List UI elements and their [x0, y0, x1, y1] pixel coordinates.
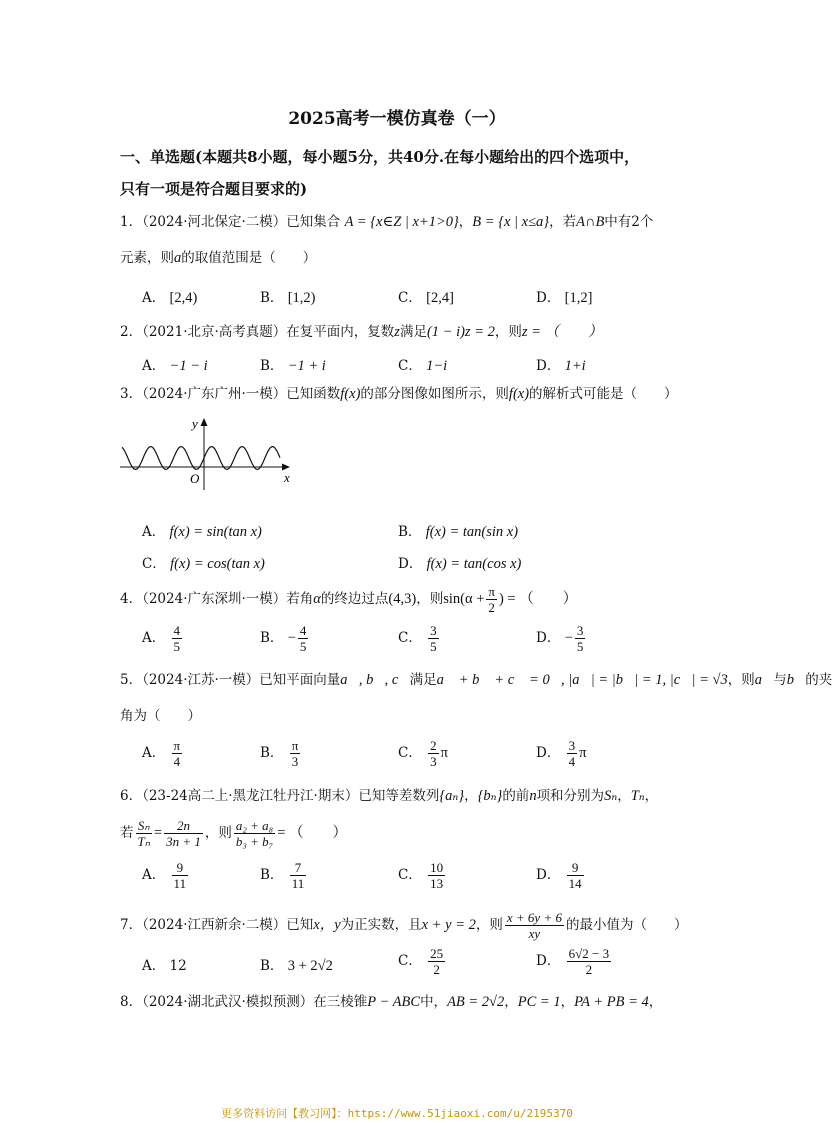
- q4-option-b[interactable]: B． − $\frac{4}{5}$: [260, 623, 307, 654]
- page-title: 2025高考一模仿真卷（一）: [288, 109, 506, 129]
- q7-option-c[interactable]: C． $\frac{25}{2}$: [398, 946, 444, 977]
- origin-label: O: [190, 471, 200, 486]
- question-1-line1: 1．（2024·河北保定·二模）已知集合 A = {x∈Z | x+1>0}，B = {x | x≤a}，若A∩B中有2个: [120, 214, 654, 230]
- q6-option-b[interactable]: B． $\frac{7}{11}$: [260, 860, 305, 891]
- q6-option-d[interactable]: D． $\frac{9}{14}$: [536, 860, 582, 891]
- section-heading-line1: 一、单选题(本题共8小题，每小题5分，共40分.在每小题给出的四个选项中，: [120, 148, 640, 166]
- question-5-line2: 角为（ ）: [120, 708, 201, 724]
- y-axis-arrow-icon: [201, 418, 208, 426]
- q1-option-b[interactable]: B． [1,2): [260, 290, 316, 306]
- q5-option-d[interactable]: D． $\frac{3}{4}$ π: [536, 738, 587, 769]
- question-2: 2．（2021·北京·高考真题）在复平面内，复数z满足(1 − i)z = 2，则z = （ ）: [120, 324, 603, 340]
- q2-option-a[interactable]: A． −1 − i: [142, 358, 208, 374]
- q5-option-c[interactable]: C． $\frac{2}{3}$ π: [398, 738, 448, 769]
- x-axis-label: x: [284, 470, 290, 485]
- q7-option-b[interactable]: B． 3 + 2√2: [260, 958, 333, 974]
- y-axis-label: y: [192, 416, 198, 431]
- question-8: 8．（2024·湖北武汉·模拟预测）在三棱锥P − ABC中，AB = 2√2，PC = 1，PA + PB = 4，: [120, 994, 663, 1010]
- q3-option-b[interactable]: B． f(x) = tan(sin x): [398, 524, 519, 540]
- question-1-line2: 元素，则a的取值范围是（ ）: [120, 250, 317, 266]
- q6-option-c[interactable]: C． $\frac{10}{13}$: [398, 860, 444, 891]
- q4-option-c[interactable]: C． $\frac{3}{5}$: [398, 623, 437, 654]
- q7-option-a[interactable]: A． 12: [142, 958, 187, 974]
- q4-option-d[interactable]: D． − $\frac{3}{5}$: [536, 623, 584, 654]
- question-5-line1: 5．（2024·江苏·一模）已知平面向量a⃗, b⃗, c⃗满足a⃗ + b⃗ + c⃗ = 0⃗, |a⃗| = |b⃗| = 1, |c⃗| = √3，则a⃗与b⃗的夹: [120, 672, 832, 688]
- question-3: 3．（2024·广东广州·一模）已知函数f(x)的部分图像如图所示，则f(x)的解析式可能是（ ）: [120, 386, 678, 402]
- function-curve: [122, 447, 280, 470]
- q1-option-c[interactable]: C． [2,4]: [398, 290, 454, 306]
- question-6-line2: 若 $\frac{\text{Sₙ}}{\text{Tₙ}}$ = $\frac{2n}{3n + 1}$ ，则 $\frac{\text{a₂ + a₈}}{\text{b₃ + b₇}}$ = （ ）: [120, 818, 348, 849]
- q1-option-a[interactable]: A． [2,4): [142, 290, 198, 306]
- section-heading-line2: 只有一项是符合题目要求的): [120, 180, 308, 198]
- q3-option-d[interactable]: D． f(x) = tan(cos x): [398, 556, 522, 572]
- footer-link[interactable]: 更多资料访问【教习网】：https://www.51jiaoxi.com/u/2195370: [221, 1107, 573, 1120]
- q3-option-a[interactable]: A． f(x) = sin(tan x): [142, 524, 262, 540]
- q4-option-a[interactable]: A． $\frac{4}{5}$: [142, 623, 181, 654]
- question-6-line1: 6．（23-24高二上·黑龙江牡丹江·期末）已知等差数列{aₙ}，{bₙ}的前n项和分别为Sₙ，Tₙ，: [120, 788, 659, 804]
- q7-option-d[interactable]: D． $\frac{6√2 - 3}{2}$: [536, 946, 610, 977]
- q2-option-c[interactable]: C． 1−i: [398, 358, 448, 374]
- q2-option-b[interactable]: B． −1 + i: [260, 358, 326, 374]
- q1-option-d[interactable]: D． [1,2]: [536, 290, 593, 306]
- q3-option-c[interactable]: C． f(x) = cos(tan x): [142, 556, 265, 572]
- question-7: 7．（2024·江西新余·二模）已知x，y为正实数，且x + y = 2，则 $\frac{x + 6y + 6}{xy}$ 的最小值为（ ）: [120, 910, 688, 941]
- function-graph: [118, 412, 296, 492]
- q6-option-a[interactable]: A． $\frac{9}{11}$: [142, 860, 187, 891]
- q5-option-b[interactable]: B． $\frac{\pi}{3}$: [260, 738, 299, 769]
- q2-option-d[interactable]: D． 1+i: [536, 358, 586, 374]
- question-4: 4．（2024·广东深圳·一模）若角α的终边过点(4,3)，则sin(α + $\frac{\pi}{2}$ ) = （ ）: [120, 584, 578, 615]
- q5-option-a[interactable]: A． $\frac{\pi}{4}$: [142, 738, 181, 769]
